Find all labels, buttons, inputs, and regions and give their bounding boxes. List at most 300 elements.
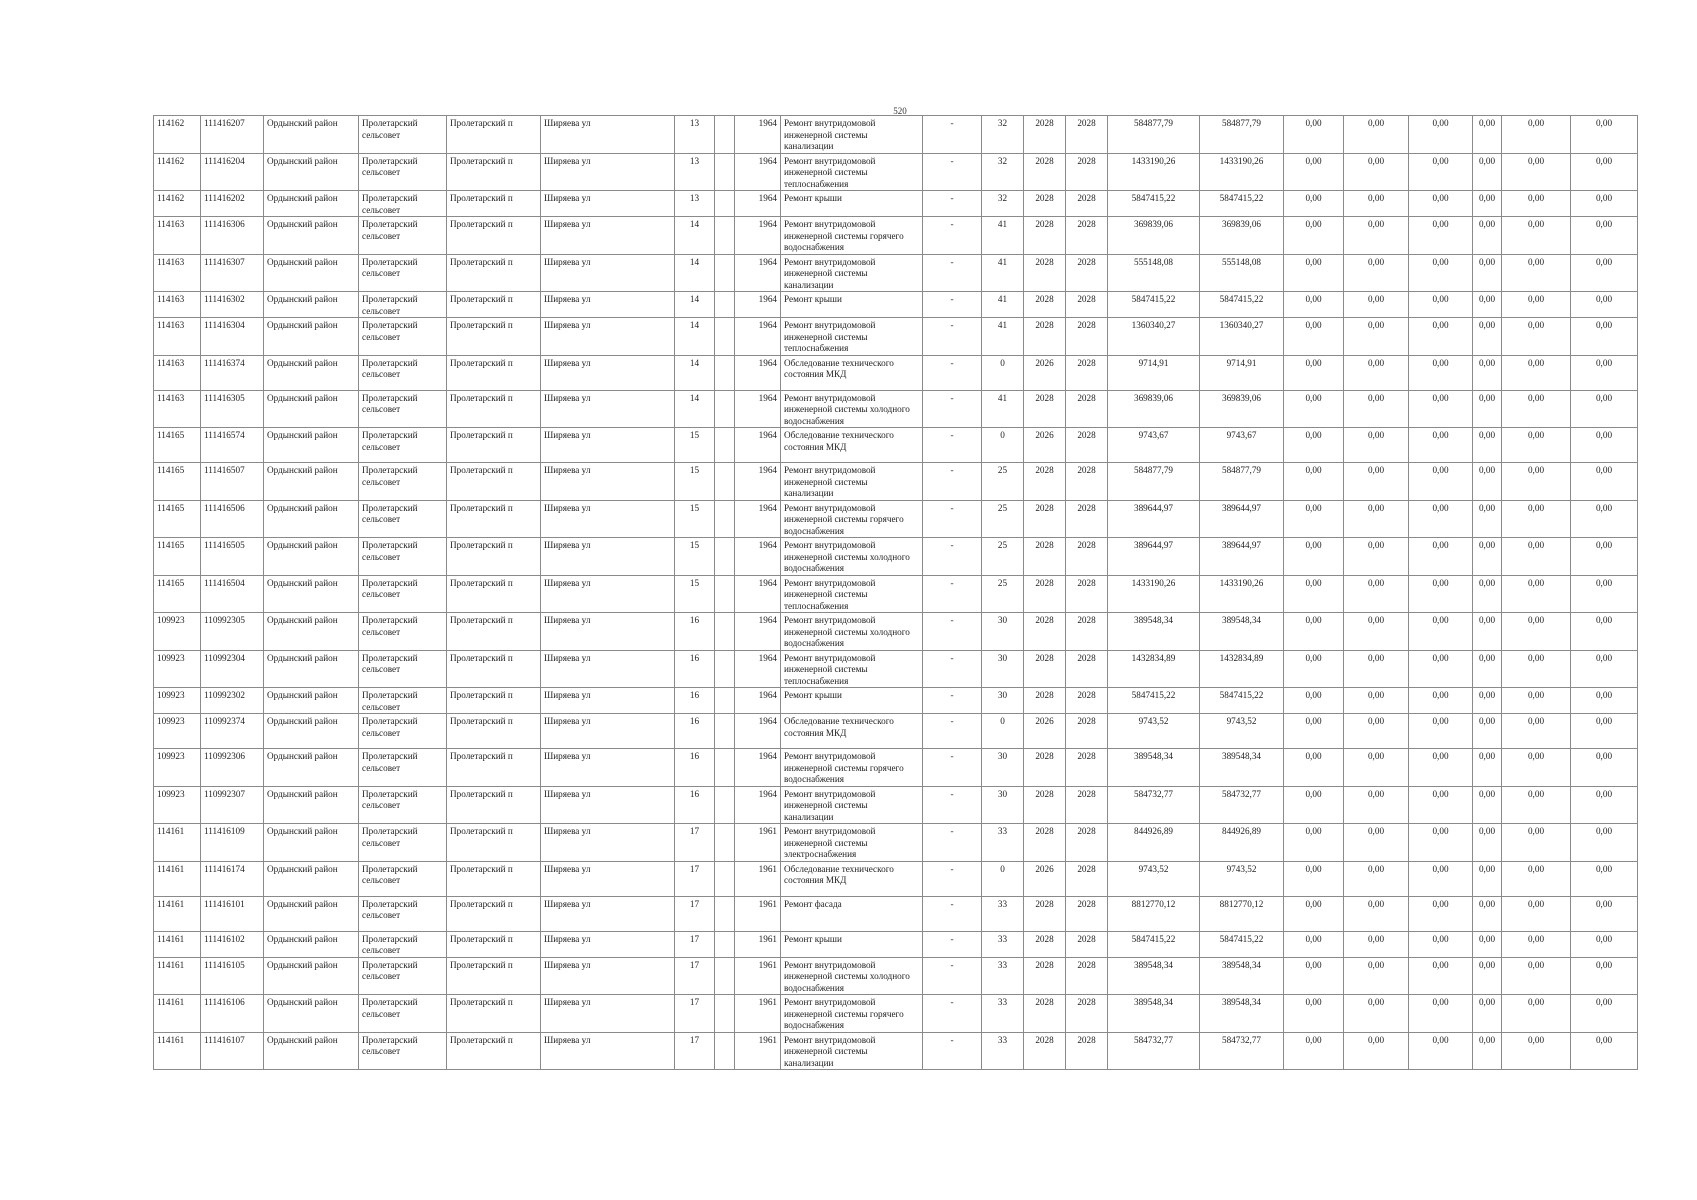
cell-zero-6: 0,00 — [1571, 390, 1638, 428]
cell-total-cost: 389548,34 — [1108, 613, 1200, 651]
cell-work-code: 111416107 — [201, 1032, 264, 1070]
cell-house-id: 114163 — [154, 254, 201, 292]
cell-zero-6: 0,00 — [1571, 254, 1638, 292]
cell-zero-6: 0,00 — [1571, 355, 1638, 390]
cell-zero-1: 0,00 — [1284, 153, 1344, 191]
cell-zero-5: 0,00 — [1502, 428, 1571, 463]
cell-building — [715, 390, 735, 428]
cell-building — [715, 153, 735, 191]
cell-zero-5: 0,00 — [1502, 500, 1571, 538]
cell-work-type: Ремонт внутридомовой инженерной системы горячего водоснабжения — [781, 500, 923, 538]
cell-plan-year-end: 2028 — [1066, 688, 1108, 714]
cell-zero-6: 0,00 — [1571, 463, 1638, 501]
cell-street: Ширяева ул — [541, 318, 675, 356]
cell-build-year: 1964 — [735, 428, 781, 463]
cell-zero-5: 0,00 — [1502, 153, 1571, 191]
cell-plan-year-start: 2028 — [1024, 254, 1066, 292]
cell-work-type: Обследование технического состояния МКД — [781, 714, 923, 749]
cell-plan-year-start: 2028 — [1024, 931, 1066, 957]
cell-house-id: 114161 — [154, 957, 201, 995]
cell-work-code: 111416204 — [201, 153, 264, 191]
cell-work-code: 111416207 — [201, 116, 264, 154]
cell-zero-4: 0,00 — [1473, 749, 1502, 787]
cell-build-year: 1964 — [735, 500, 781, 538]
cell-zero-2: 0,00 — [1344, 613, 1409, 651]
cell-district: Ордынский район — [264, 500, 359, 538]
cell-build-year: 1964 — [735, 786, 781, 824]
cell-fund-cost: 555148,08 — [1200, 254, 1284, 292]
cell-work-code: 111416174 — [201, 861, 264, 896]
cell-zero-2: 0,00 — [1344, 153, 1409, 191]
cell-work-code: 111416574 — [201, 428, 264, 463]
cell-flag: - — [923, 824, 982, 862]
cell-plan-year-start: 2026 — [1024, 714, 1066, 749]
cell-zero-1: 0,00 — [1284, 318, 1344, 356]
cell-total-cost: 555148,08 — [1108, 254, 1200, 292]
cell-fund-cost: 1433190,26 — [1200, 575, 1284, 613]
cell-work-code: 111416507 — [201, 463, 264, 501]
cell-zero-1: 0,00 — [1284, 995, 1344, 1033]
cell-fund-cost: 5847415,22 — [1200, 931, 1284, 957]
cell-zero-1: 0,00 — [1284, 786, 1344, 824]
cell-total-cost: 369839,06 — [1108, 217, 1200, 255]
cell-fund-cost: 9743,52 — [1200, 714, 1284, 749]
cell-house-id: 109923 — [154, 714, 201, 749]
table-row — [154, 688, 1638, 714]
cell-zero-2: 0,00 — [1344, 191, 1409, 217]
cell-plan-year-end: 2028 — [1066, 538, 1108, 576]
cell-service-life: 30 — [982, 688, 1024, 714]
cell-work-type: Ремонт внутридомовой инженерной системы холодного водоснабжения — [781, 390, 923, 428]
cell-zero-4: 0,00 — [1473, 861, 1502, 896]
cell-zero-1: 0,00 — [1284, 254, 1344, 292]
cell-fund-cost: 1433190,26 — [1200, 153, 1284, 191]
cell-plan-year-end: 2028 — [1066, 861, 1108, 896]
cell-house-number: 17 — [675, 1032, 715, 1070]
cell-work-type: Ремонт внутридомовой инженерной системы теплоснабжения — [781, 575, 923, 613]
cell-build-year: 1964 — [735, 254, 781, 292]
cell-flag: - — [923, 688, 982, 714]
cell-work-code: 111416505 — [201, 538, 264, 576]
cell-house-number: 13 — [675, 116, 715, 154]
cell-plan-year-start: 2028 — [1024, 824, 1066, 862]
cell-zero-1: 0,00 — [1284, 575, 1344, 613]
cell-zero-4: 0,00 — [1473, 786, 1502, 824]
cell-building — [715, 714, 735, 749]
cell-work-code: 111416307 — [201, 254, 264, 292]
cell-building — [715, 861, 735, 896]
cell-zero-6: 0,00 — [1571, 786, 1638, 824]
cell-work-code: 111416102 — [201, 931, 264, 957]
cell-work-code: 111416306 — [201, 217, 264, 255]
cell-plan-year-start: 2028 — [1024, 500, 1066, 538]
cell-service-life: 30 — [982, 650, 1024, 688]
cell-plan-year-end: 2028 — [1066, 292, 1108, 318]
cell-work-code: 111416506 — [201, 500, 264, 538]
cell-service-life: 0 — [982, 714, 1024, 749]
cell-house-number: 16 — [675, 688, 715, 714]
cell-flag: - — [923, 538, 982, 576]
cell-service-life: 41 — [982, 292, 1024, 318]
cell-zero-2: 0,00 — [1344, 575, 1409, 613]
cell-building — [715, 824, 735, 862]
cell-service-life: 0 — [982, 861, 1024, 896]
cell-plan-year-end: 2028 — [1066, 896, 1108, 931]
cell-service-life: 30 — [982, 786, 1024, 824]
cell-building — [715, 896, 735, 931]
cell-building — [715, 538, 735, 576]
cell-plan-year-start: 2028 — [1024, 995, 1066, 1033]
cell-district: Ордынский район — [264, 191, 359, 217]
cell-council: Пролетарский сельсовет — [359, 254, 447, 292]
cell-work-code: 111416101 — [201, 896, 264, 931]
cell-house-id: 114165 — [154, 428, 201, 463]
cell-district: Ордынский район — [264, 688, 359, 714]
table-body — [154, 116, 1638, 1070]
cell-zero-2: 0,00 — [1344, 749, 1409, 787]
cell-service-life: 33 — [982, 896, 1024, 931]
cell-council: Пролетарский сельсовет — [359, 355, 447, 390]
cell-work-type: Ремонт внутридомовой инженерной системы горячего водоснабжения — [781, 995, 923, 1033]
cell-service-life: 41 — [982, 390, 1024, 428]
cell-work-type: Ремонт внутридомовой инженерной системы канализации — [781, 463, 923, 501]
cell-street: Ширяева ул — [541, 428, 675, 463]
cell-plan-year-end: 2028 — [1066, 957, 1108, 995]
cell-zero-4: 0,00 — [1473, 254, 1502, 292]
cell-zero-5: 0,00 — [1502, 191, 1571, 217]
cell-plan-year-start: 2028 — [1024, 650, 1066, 688]
cell-build-year: 1964 — [735, 390, 781, 428]
cell-zero-2: 0,00 — [1344, 538, 1409, 576]
cell-district: Ордынский район — [264, 292, 359, 318]
cell-plan-year-end: 2028 — [1066, 390, 1108, 428]
table-row — [154, 292, 1638, 318]
cell-street: Ширяева ул — [541, 613, 675, 651]
cell-district: Ордынский район — [264, 428, 359, 463]
cell-work-code: 110992307 — [201, 786, 264, 824]
cell-total-cost: 584732,77 — [1108, 1032, 1200, 1070]
cell-district: Ордынский район — [264, 390, 359, 428]
cell-district: Ордынский район — [264, 714, 359, 749]
cell-build-year: 1964 — [735, 538, 781, 576]
cell-house-id: 109923 — [154, 650, 201, 688]
cell-zero-5: 0,00 — [1502, 749, 1571, 787]
cell-plan-year-start: 2028 — [1024, 116, 1066, 154]
cell-council: Пролетарский сельсовет — [359, 318, 447, 356]
cell-zero-4: 0,00 — [1473, 538, 1502, 576]
cell-zero-2: 0,00 — [1344, 957, 1409, 995]
cell-total-cost: 9714,91 — [1108, 355, 1200, 390]
cell-total-cost: 369839,06 — [1108, 390, 1200, 428]
cell-build-year: 1964 — [735, 613, 781, 651]
cell-plan-year-start: 2028 — [1024, 191, 1066, 217]
cell-council: Пролетарский сельсовет — [359, 688, 447, 714]
cell-zero-5: 0,00 — [1502, 931, 1571, 957]
cell-work-type: Ремонт внутридомовой инженерной системы горячего водоснабжения — [781, 749, 923, 787]
cell-work-type: Ремонт крыши — [781, 688, 923, 714]
table-row — [154, 749, 1638, 787]
cell-house-number: 15 — [675, 463, 715, 501]
cell-plan-year-start: 2028 — [1024, 613, 1066, 651]
cell-zero-5: 0,00 — [1502, 995, 1571, 1033]
cell-settlement: Пролетарский п — [447, 390, 541, 428]
cell-work-type: Ремонт внутридомовой инженерной системы теплоснабжения — [781, 153, 923, 191]
cell-council: Пролетарский сельсовет — [359, 428, 447, 463]
cell-zero-4: 0,00 — [1473, 613, 1502, 651]
cell-service-life: 41 — [982, 217, 1024, 255]
cell-work-code: 111416105 — [201, 957, 264, 995]
cell-plan-year-end: 2028 — [1066, 500, 1108, 538]
cell-settlement: Пролетарский п — [447, 1032, 541, 1070]
cell-flag: - — [923, 318, 982, 356]
cell-settlement: Пролетарский п — [447, 217, 541, 255]
cell-settlement: Пролетарский п — [447, 995, 541, 1033]
cell-street: Ширяева ул — [541, 500, 675, 538]
cell-fund-cost: 8812770,12 — [1200, 896, 1284, 931]
cell-zero-2: 0,00 — [1344, 463, 1409, 501]
cell-zero-4: 0,00 — [1473, 650, 1502, 688]
cell-street: Ширяева ул — [541, 714, 675, 749]
cell-building — [715, 995, 735, 1033]
cell-zero-5: 0,00 — [1502, 896, 1571, 931]
cell-house-id: 114161 — [154, 861, 201, 896]
cell-plan-year-start: 2028 — [1024, 786, 1066, 824]
cell-zero-5: 0,00 — [1502, 217, 1571, 255]
cell-flag: - — [923, 254, 982, 292]
cell-settlement: Пролетарский п — [447, 355, 541, 390]
cell-zero-1: 0,00 — [1284, 500, 1344, 538]
cell-zero-1: 0,00 — [1284, 428, 1344, 463]
cell-zero-3: 0,00 — [1409, 749, 1473, 787]
cell-council: Пролетарский сельсовет — [359, 1032, 447, 1070]
cell-zero-2: 0,00 — [1344, 650, 1409, 688]
cell-house-id: 114165 — [154, 463, 201, 501]
cell-zero-2: 0,00 — [1344, 116, 1409, 154]
cell-build-year: 1964 — [735, 575, 781, 613]
cell-work-type: Обследование технического состояния МКД — [781, 428, 923, 463]
cell-house-id: 114161 — [154, 1032, 201, 1070]
cell-district: Ордынский район — [264, 650, 359, 688]
cell-zero-3: 0,00 — [1409, 995, 1473, 1033]
cell-flag: - — [923, 191, 982, 217]
cell-build-year: 1964 — [735, 688, 781, 714]
cell-fund-cost: 584732,77 — [1200, 786, 1284, 824]
cell-work-type: Ремонт внутридомовой инженерной системы горячего водоснабжения — [781, 217, 923, 255]
cell-total-cost: 1432834,89 — [1108, 650, 1200, 688]
cell-work-code: 111416304 — [201, 318, 264, 356]
cell-zero-5: 0,00 — [1502, 116, 1571, 154]
cell-plan-year-start: 2028 — [1024, 688, 1066, 714]
cell-zero-5: 0,00 — [1502, 390, 1571, 428]
cell-settlement: Пролетарский п — [447, 688, 541, 714]
cell-work-type: Ремонт внутридомовой инженерной системы холодного водоснабжения — [781, 957, 923, 995]
cell-fund-cost: 1360340,27 — [1200, 318, 1284, 356]
cell-flag: - — [923, 428, 982, 463]
cell-street: Ширяева ул — [541, 786, 675, 824]
cell-work-type: Ремонт внутридомовой инженерной системы холодного водоснабжения — [781, 538, 923, 576]
table-row — [154, 824, 1638, 862]
cell-total-cost: 844926,89 — [1108, 824, 1200, 862]
cell-service-life: 41 — [982, 318, 1024, 356]
cell-zero-1: 0,00 — [1284, 355, 1344, 390]
cell-total-cost: 8812770,12 — [1108, 896, 1200, 931]
cell-total-cost: 5847415,22 — [1108, 191, 1200, 217]
cell-zero-3: 0,00 — [1409, 500, 1473, 538]
cell-total-cost: 1433190,26 — [1108, 575, 1200, 613]
cell-street: Ширяева ул — [541, 824, 675, 862]
cell-plan-year-start: 2028 — [1024, 292, 1066, 318]
cell-fund-cost: 1432834,89 — [1200, 650, 1284, 688]
cell-build-year: 1964 — [735, 749, 781, 787]
cell-flag: - — [923, 500, 982, 538]
table-row — [154, 995, 1638, 1033]
cell-plan-year-end: 2028 — [1066, 714, 1108, 749]
table-row — [154, 650, 1638, 688]
cell-street: Ширяева ул — [541, 191, 675, 217]
cell-build-year: 1964 — [735, 191, 781, 217]
cell-zero-3: 0,00 — [1409, 292, 1473, 318]
cell-district: Ордынский район — [264, 749, 359, 787]
cell-building — [715, 786, 735, 824]
cell-build-year: 1961 — [735, 1032, 781, 1070]
cell-house-id: 114162 — [154, 191, 201, 217]
cell-zero-3: 0,00 — [1409, 254, 1473, 292]
cell-zero-5: 0,00 — [1502, 355, 1571, 390]
cell-flag: - — [923, 153, 982, 191]
cell-district: Ордынский район — [264, 355, 359, 390]
cell-zero-2: 0,00 — [1344, 931, 1409, 957]
cell-flag: - — [923, 957, 982, 995]
cell-zero-5: 0,00 — [1502, 714, 1571, 749]
cell-total-cost: 389548,34 — [1108, 957, 1200, 995]
cell-fund-cost: 369839,06 — [1200, 390, 1284, 428]
cell-zero-2: 0,00 — [1344, 688, 1409, 714]
cell-zero-1: 0,00 — [1284, 957, 1344, 995]
cell-flag: - — [923, 861, 982, 896]
cell-settlement: Пролетарский п — [447, 613, 541, 651]
cell-house-number: 14 — [675, 318, 715, 356]
cell-council: Пролетарский сельсовет — [359, 153, 447, 191]
cell-plan-year-start: 2028 — [1024, 153, 1066, 191]
cell-settlement: Пролетарский п — [447, 575, 541, 613]
cell-plan-year-start: 2028 — [1024, 896, 1066, 931]
cell-plan-year-start: 2028 — [1024, 217, 1066, 255]
cell-fund-cost: 389548,34 — [1200, 613, 1284, 651]
cell-zero-6: 0,00 — [1571, 824, 1638, 862]
cell-fund-cost: 9714,91 — [1200, 355, 1284, 390]
cell-work-type: Ремонт крыши — [781, 191, 923, 217]
cell-work-type: Ремонт внутридомовой инженерной системы холодного водоснабжения — [781, 613, 923, 651]
cell-build-year: 1964 — [735, 463, 781, 501]
cell-street: Ширяева ул — [541, 861, 675, 896]
cell-work-type: Ремонт внутридомовой инженерной системы теплоснабжения — [781, 318, 923, 356]
cell-zero-5: 0,00 — [1502, 824, 1571, 862]
cell-work-code: 110992305 — [201, 613, 264, 651]
cell-house-number: 17 — [675, 957, 715, 995]
cell-zero-2: 0,00 — [1344, 292, 1409, 318]
cell-work-code: 111416504 — [201, 575, 264, 613]
cell-council: Пролетарский сельсовет — [359, 749, 447, 787]
cell-zero-4: 0,00 — [1473, 318, 1502, 356]
cell-settlement: Пролетарский п — [447, 292, 541, 318]
cell-house-id: 114163 — [154, 217, 201, 255]
table-row — [154, 931, 1638, 957]
cell-zero-3: 0,00 — [1409, 861, 1473, 896]
cell-council: Пролетарский сельсовет — [359, 786, 447, 824]
cell-house-id: 114165 — [154, 538, 201, 576]
cell-settlement: Пролетарский п — [447, 957, 541, 995]
cell-building — [715, 254, 735, 292]
table-row — [154, 613, 1638, 651]
cell-total-cost: 1433190,26 — [1108, 153, 1200, 191]
cell-plan-year-end: 2028 — [1066, 786, 1108, 824]
table-row — [154, 191, 1638, 217]
table-row — [154, 390, 1638, 428]
cell-zero-4: 0,00 — [1473, 428, 1502, 463]
cell-build-year: 1964 — [735, 116, 781, 154]
cell-flag: - — [923, 786, 982, 824]
cell-zero-3: 0,00 — [1409, 688, 1473, 714]
cell-house-id: 109923 — [154, 688, 201, 714]
cell-total-cost: 5847415,22 — [1108, 931, 1200, 957]
cell-building — [715, 428, 735, 463]
cell-work-type: Ремонт внутридомовой инженерной системы канализации — [781, 254, 923, 292]
cell-building — [715, 292, 735, 318]
cell-service-life: 32 — [982, 116, 1024, 154]
cell-build-year: 1964 — [735, 650, 781, 688]
cell-house-id: 114161 — [154, 896, 201, 931]
cell-plan-year-end: 2028 — [1066, 613, 1108, 651]
cell-house-number: 17 — [675, 896, 715, 931]
cell-zero-4: 0,00 — [1473, 931, 1502, 957]
cell-building — [715, 191, 735, 217]
cell-street: Ширяева ул — [541, 153, 675, 191]
cell-plan-year-end: 2028 — [1066, 116, 1108, 154]
cell-zero-1: 0,00 — [1284, 688, 1344, 714]
cell-plan-year-end: 2028 — [1066, 318, 1108, 356]
cell-work-type: Ремонт внутридомовой инженерной системы канализации — [781, 786, 923, 824]
cell-zero-4: 0,00 — [1473, 355, 1502, 390]
cell-total-cost: 9743,52 — [1108, 861, 1200, 896]
cell-house-id: 114161 — [154, 824, 201, 862]
cell-house-number: 14 — [675, 217, 715, 255]
cell-zero-6: 0,00 — [1571, 896, 1638, 931]
cell-council: Пролетарский сельсовет — [359, 650, 447, 688]
cell-settlement: Пролетарский п — [447, 116, 541, 154]
cell-zero-4: 0,00 — [1473, 390, 1502, 428]
cell-house-number: 14 — [675, 292, 715, 318]
cell-building — [715, 613, 735, 651]
cell-zero-5: 0,00 — [1502, 688, 1571, 714]
cell-zero-6: 0,00 — [1571, 500, 1638, 538]
cell-zero-1: 0,00 — [1284, 116, 1344, 154]
cell-build-year: 1961 — [735, 824, 781, 862]
cell-zero-6: 0,00 — [1571, 613, 1638, 651]
cell-street: Ширяева ул — [541, 995, 675, 1033]
cell-street: Ширяева ул — [541, 292, 675, 318]
cell-fund-cost: 584732,77 — [1200, 1032, 1284, 1070]
cell-zero-5: 0,00 — [1502, 292, 1571, 318]
cell-house-number: 14 — [675, 355, 715, 390]
cell-zero-6: 0,00 — [1571, 428, 1638, 463]
cell-zero-5: 0,00 — [1502, 538, 1571, 576]
cell-zero-3: 0,00 — [1409, 957, 1473, 995]
cell-total-cost: 389548,34 — [1108, 995, 1200, 1033]
cell-settlement: Пролетарский п — [447, 786, 541, 824]
cell-council: Пролетарский сельсовет — [359, 957, 447, 995]
cell-zero-2: 0,00 — [1344, 428, 1409, 463]
cell-house-id: 114161 — [154, 931, 201, 957]
